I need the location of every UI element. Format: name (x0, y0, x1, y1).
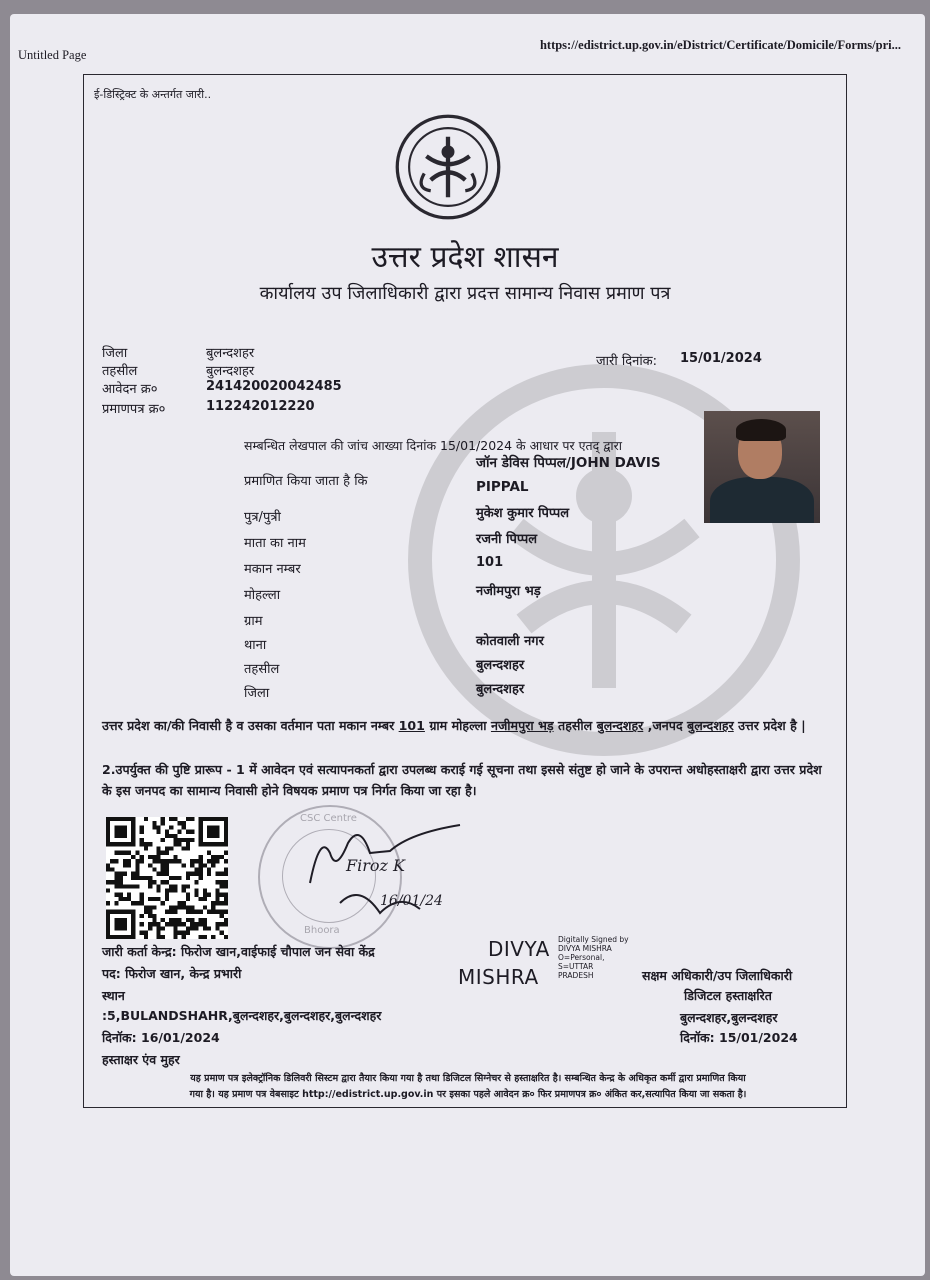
signature-and-seal-label: हस्ताक्षर एंव मुहर (102, 1052, 180, 1067)
browser-page-title: Untitled Page (18, 48, 87, 62)
issue-date-value: 15/01/2024 (680, 351, 762, 366)
person-tehsil-value: बुलन्दशहर (476, 658, 525, 673)
digitally-signed-label: डिजिटल हस्ताक्षरित (684, 988, 772, 1003)
issuer-post: पद: फिरोज खान, केन्द्र प्रभारी (102, 966, 242, 981)
browser-url: https://edistrict.up.gov.in/eDistrict/Certificate/Domicile/Forms/pri... (539, 38, 901, 52)
issued-under-text: ई-डिस्ट्रिक्ट के अन्तर्गत जारी.. (94, 88, 212, 101)
issue-date-label: जारी दिनांक: (596, 354, 658, 369)
father-value: मुकेश कुमार पिप्पल (476, 506, 570, 521)
certificate-frame (83, 74, 847, 1108)
printed-certificate-sheet (10, 14, 925, 1276)
person-tehsil-label: तहसील (244, 662, 280, 677)
issuing-centre: जारी कर्ता केन्द्र: फिरोज खान,वाईफाई चौपाल जन सेवा केंद्र (102, 944, 375, 959)
application-number-label: आवेदन क्र० (102, 382, 158, 397)
qr-code-icon (106, 817, 228, 939)
svg-text:Firoz K: Firoz K (346, 856, 405, 875)
mohalla-label: मोहल्ला (244, 588, 281, 603)
tehsil-value: बुलन्दशहर (206, 364, 255, 379)
issuer-place: :5,BULANDSHAHR,बुलन्दशहर,बुलन्दशहर,बुलन्दशहर (102, 1008, 382, 1023)
police-station-label: थाना (244, 638, 267, 653)
certified-that-text: प्रमाणित किया जाता है कि (244, 474, 368, 489)
footer-line-2: गया है। यह प्रमाण पत्र वेबसाइट http://edistrict.up.gov.in पर इसका पहले आवेदन क्र० फिर प्रमाणपत्र क्र० अंकित कर,सत्यापित किया जा सकता है। (189, 1089, 747, 1100)
applicant-name: जॉन डेविस पिप्पल/JOHN DAVIS (476, 455, 661, 471)
csc-centre-stamp: CSC Centre Bhoora (258, 805, 402, 949)
application-number-value: 241420020042485 (206, 379, 342, 394)
house-number-label: मकान नम्बर (244, 562, 301, 577)
verification-intro-text: सम्बन्धित लेखपाल की जांच आख्या दिनांक 15/01/2024 के आधार पर एतद् द्वारा (244, 438, 623, 453)
mohalla-value: नजीमपुरा भड़ (476, 584, 541, 599)
district-value: बुलन्दशहर (206, 346, 255, 361)
issuer-date: दिनॉक: 16/01/2024 (102, 1030, 220, 1045)
officer-date: दिनॉक: 15/01/2024 (680, 1030, 798, 1045)
verification-paragraph: 2.उपर्युक्त की पुष्टि प्रारूप - 1 में आवेदन एवं सत्यापनकर्ता द्वारा उपलब्ध कराई गई सूचना तथा इससे संतुष्ट हो जाने के उपरान्त अधोहस्ताक्षरी द्वारा उत्तर प्रदेश के इस जनपद का सामान्य निवासी होने विषयक प्रमाण पत्र निर्गत किया जा रहा है। (102, 762, 822, 798)
svg-text:16/01/24: 16/01/24 (380, 893, 443, 909)
place-label: स्थान (102, 988, 125, 1003)
footer-line-1: यह प्रमाण पत्र इलेक्ट्रॉनिक डिलिवरी सिस्टम द्वारा तैयार किया गया है तथा डिजिटल सिग्नेचर से हस्ताक्षरित है। सम्बन्धित केन्द्र के अधिकृत कर्मी द्वारा प्रमाणित किया (190, 1073, 746, 1084)
village-label: ग्राम (244, 614, 263, 629)
district-label: जिला (102, 346, 128, 361)
certificate-subtitle: कार्यालय उप जिलाधिकारी द्वारा प्रदत्त सामान्य निवास प्रमाण पत्र (259, 283, 671, 304)
certificate-title: उत्तर प्रदेश शासन (371, 240, 559, 275)
house-number-value: 101 (476, 555, 504, 570)
residence-declaration-paragraph: उत्तर प्रदेश का/की निवासी है व उसका वर्तमान पता मकान नम्बर 101 ग्राम मोहल्ला नजीमपुरा भड़ तहसील बुलन्दशहर ,जनपद बुलन्दशहर उत्तर प्रदेश है | (102, 718, 806, 733)
applicant-photo (704, 411, 820, 523)
officer-place: बुलन्दशहर,बुलन्दशहर (680, 1010, 778, 1025)
person-district-value: बुलन्दशहर (476, 682, 525, 697)
digital-signer-last-name: MISHRA (458, 965, 539, 989)
certificate-number-label: प्रमाणपत्र क्र० (102, 402, 166, 417)
handwritten-signature (300, 813, 470, 923)
mother-label: माता का नाम (244, 536, 306, 551)
tehsil-label: तहसील (102, 364, 138, 379)
father-label: पुत्र/पुत्री (244, 510, 281, 525)
digital-signer-first-name: DIVYA (488, 937, 550, 961)
person-district-label: जिला (244, 686, 270, 701)
certificate-number-value: 112242012220 (206, 399, 315, 414)
competent-officer: सक्षम अधिकारी/उप जिलाधिकारी (642, 968, 793, 983)
police-station-value: कोतवाली नगर (476, 634, 544, 649)
applicant-name-cont: PIPPAL (476, 479, 529, 495)
mother-value: रजनी पिप्पल (476, 532, 538, 547)
digital-signature-details: Digitally Signed by DIVYA MISHRA O=Personal, S=UTTAR PRADESH (558, 935, 629, 980)
up-government-emblem-icon (394, 113, 502, 221)
